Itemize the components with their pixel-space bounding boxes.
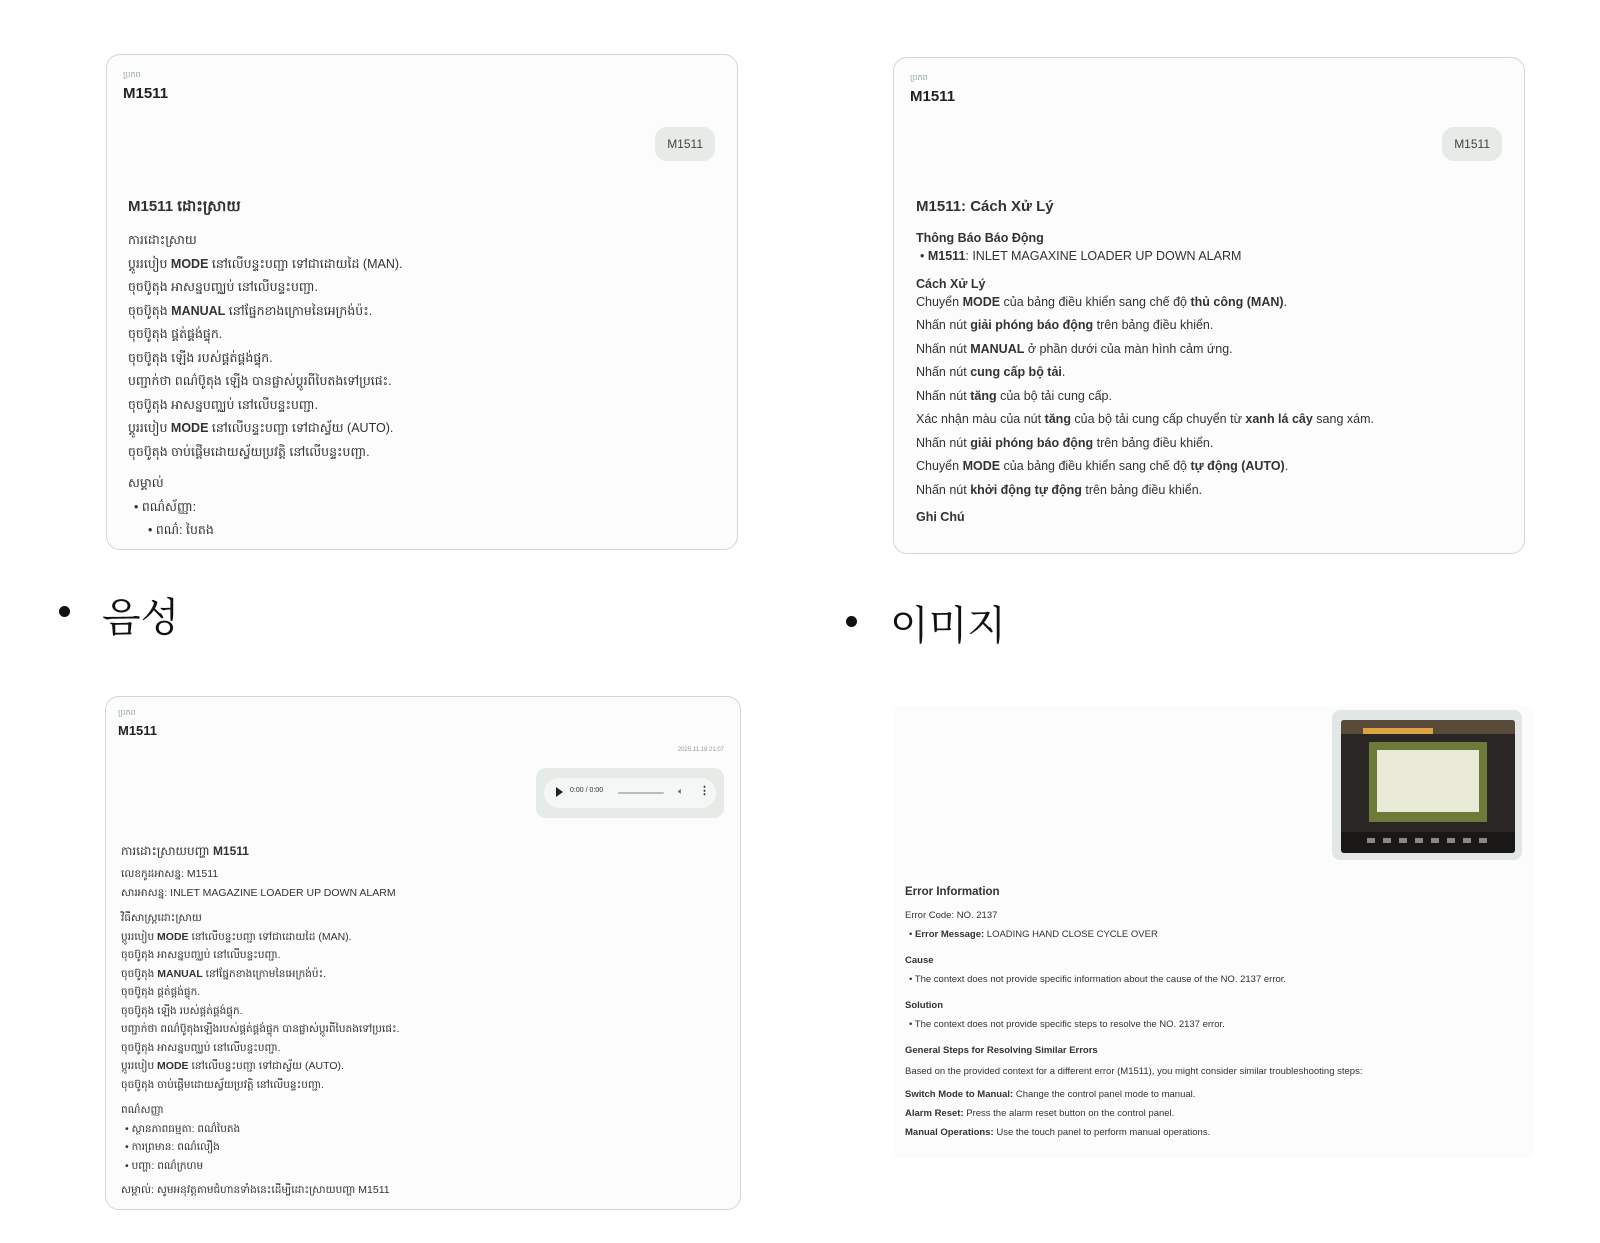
audio-progress-bar[interactable] (618, 792, 664, 794)
answer-step (121, 983, 400, 1002)
color-text: ការព្រមាន: ពណ៌លឿង (131, 1141, 220, 1153)
answer-step (121, 946, 400, 965)
method-title: វិធីសាស្ត្រដោះស្រាយ (121, 912, 202, 924)
step-text: của bảng điều khiển sang chế độ (1000, 294, 1191, 309)
step-bold: tăng (1044, 412, 1071, 426)
chat-title: M1511 (118, 723, 158, 738)
alarm-message-line: សារអាសន្ន: INLET MAGAZINE LOADER UP DOWN ALARM (121, 886, 396, 899)
step-bold: Alarm Reset: (905, 1108, 964, 1119)
message-timestamp: 2025.11.18 21:07 (677, 747, 724, 753)
step-bold: MANUAL (970, 341, 1025, 356)
color-item: • ស្ថានភាពធម្មតា: ពណ៌បៃតង (125, 1122, 241, 1135)
step-bold: Manual Operations: (905, 1127, 994, 1138)
answer-step (128, 441, 403, 465)
audio-message-bubble (536, 768, 724, 818)
step-bold: MODE (157, 1060, 189, 1072)
step-text: នៅលើបន្ទះបញ្ជា ទៅជាស្វ័យ (AUTO). (208, 421, 394, 435)
error-code: Error Code: NO. 2137 (905, 910, 998, 921)
step-text: ở phần dưới của màn hình cảm ứng. (1024, 341, 1233, 356)
step-text: Press the alarm reset button on the control panel. (963, 1108, 1175, 1119)
note-title: សម្គាល់ (128, 476, 164, 490)
user-message-bubble: M1511 (1442, 127, 1502, 161)
volume-icon[interactable]: 🔈︎ (678, 786, 684, 796)
color-title: ពណ៌សញ្ញា (121, 1104, 164, 1116)
answer-step (121, 965, 400, 984)
color-text: បញ្ហា: ពណ៌ក្រហម (131, 1159, 204, 1172)
step-text: của bộ tải cung cấp chuyển từ (1070, 412, 1246, 426)
step-text: của bộ tải cung cấp. (996, 388, 1112, 403)
answer-step (916, 314, 1374, 338)
machine-photo (1341, 720, 1515, 853)
answer-step (916, 432, 1374, 456)
source-label: ប្រភព (123, 70, 141, 79)
color-item: • បញ្ហា: ពណ៌ក្រហម (125, 1159, 204, 1172)
step-text: ចុចប៊ូតុង ចាប់ផ្តើមដោយស្វ័យប្រវត្តិ នៅលើបន្ទះបញ្ជា. (128, 444, 370, 459)
solution-text: • The context does not provide specific steps to resolve the NO. 2137 error. (909, 1019, 1225, 1030)
answer-step (121, 1020, 400, 1039)
step-bold: xanh lá cây (1245, 412, 1313, 426)
step-bold: MODE (170, 421, 209, 435)
note-heading: Ghi Chú (916, 510, 965, 524)
alarm-heading: Thông Báo Báo Động (916, 231, 1044, 245)
step-bold: MANUAL (157, 967, 203, 980)
color-text: ស្ថានភាពធម្មតា: ពណ៌បៃតង (131, 1122, 241, 1135)
answer-subtitle: ការដោះស្រាយ (128, 233, 197, 247)
chat-title: M1511 (910, 88, 956, 105)
answer-step (916, 338, 1374, 362)
color-item: • ការព្រមាន: ពណ៌លឿង (125, 1141, 220, 1153)
step-text: បញ្ជាក់ថា ពណ៌ប៊ូតុងឡើងរបស់ផ្គត់ផ្គង់ផ្ទុក បានផ្លាស់ប្តូរពីបៃតងទៅប្រផេះ. (121, 1023, 400, 1035)
answer-step (128, 253, 403, 277)
answer-step (128, 300, 403, 324)
answer-step (916, 361, 1374, 385)
step-text: នៅផ្នែកខាងក្រោមនៃអេក្រង់ប៉ះ. (225, 303, 373, 318)
step-text: ចុចប៊ូតុង ឡើង របស់ផ្គត់ផ្គង់ផ្ទុក. (121, 1004, 243, 1017)
step-bold: MODE (962, 459, 1001, 473)
answer-steps (128, 253, 403, 465)
chat-title: M1511 (123, 85, 169, 102)
handling-heading: Cách Xử Lý (916, 276, 986, 291)
answer-step (916, 455, 1374, 479)
step-text: ប្តូររបៀប (128, 256, 171, 271)
step-bold: Switch Mode to Manual: (905, 1089, 1014, 1100)
step-text: Nhấn nút (916, 318, 971, 332)
step-bold: thủ công (MAN) (1190, 294, 1284, 309)
step-text: Change the control panel mode to manual. (1013, 1089, 1196, 1100)
audio-time: 0:00 / 0:00 (570, 787, 604, 794)
answer-step (916, 408, 1374, 432)
answer-steps (916, 291, 1374, 503)
step-text: ចុចប៊ូតុង អាសន្នបញ្ឈប់ នៅលើបន្ទះបញ្ជា. (128, 397, 318, 412)
answer-title: M1511 ដោះស្រាយ (128, 198, 241, 215)
step-bold: giải phóng báo động (970, 435, 1094, 450)
step-text: នៅលើបន្ទះបញ្ជា ទៅជាស្វ័យ (AUTO). (188, 1060, 344, 1072)
source-label: ប្រភព (910, 73, 928, 82)
step-text: Nhấn nút (916, 365, 971, 379)
step-bold: giải phóng báo động (970, 318, 1094, 332)
answer-step (128, 347, 403, 371)
step-text: ប្តូររបៀប (121, 1060, 158, 1072)
chat-card-khmer (106, 54, 738, 550)
step-text: នៅលើបន្ទះបញ្ជា ទៅជាដោយដៃ (MAN). (208, 256, 403, 271)
step-text: Nhấn nút (916, 341, 971, 356)
chat-card-image (893, 706, 1533, 1158)
step-text: នៅលើបន្ទះបញ្ជា ទៅជាដោយដៃ (MAN). (188, 930, 352, 943)
step-text: ចុចប៊ូតុង ផ្គត់ផ្គង់ផ្ទុក. (128, 327, 223, 341)
answer-step (121, 1002, 400, 1021)
step-text: ចុចប៊ូតុង អាសន្នបញ្ឈប់ នៅលើបន្ទះបញ្ជា. (121, 1041, 281, 1054)
error-info-heading: Error Information (905, 886, 1000, 898)
step-text: trên bảng điều khiển. (1093, 318, 1214, 332)
step-text: Nhấn nút (916, 482, 971, 497)
general-step (905, 1104, 1362, 1123)
answer-step (916, 291, 1374, 315)
step-text: ចុចប៊ូតុង អាសន្នបញ្ឈប់ នៅលើបន្ទះបញ្ជា. (121, 949, 281, 961)
cause-text: • The context does not provide specific information about the cause of the NO. 2137 error. (909, 974, 1287, 985)
step-text: . (1061, 365, 1066, 379)
step-bold: MODE (962, 294, 1001, 309)
answer-title: M1511: Cách Xử Lý (916, 198, 1054, 215)
step-text: . (1283, 294, 1288, 309)
note-item: • ពណ៌ស័ញ្ញា: (134, 499, 197, 514)
cause-heading: Cause (905, 955, 934, 966)
answer-title: ការដោះស្រាយបញ្ហា M1511 (121, 844, 249, 858)
attached-image-thumbnail[interactable] (1332, 710, 1522, 860)
step-text: Nhấn nút (916, 388, 971, 403)
step-text: ចុចប៊ូតុង អាសន្នបញ្ឈប់ នៅលើបន្ទះបញ្ជា. (128, 280, 318, 294)
general-step (905, 1085, 1362, 1104)
bullet-dot-voice (59, 606, 70, 617)
footer-note: សម្គាល់: សូមអនុវត្តតាមជំហានទាំងនេះដើម្បីដោះស្រាយបញ្ហា M1511 (121, 1184, 390, 1196)
source-label: ប្រភព (118, 708, 136, 717)
step-text: Xác nhận màu của nút (916, 412, 1045, 426)
step-text: ចុចប៊ូតុង ផ្គត់ផ្គង់ផ្ទុក. (121, 986, 201, 998)
step-text: Chuyển (916, 459, 963, 473)
step-text: Use the touch panel to perform manual operations. (993, 1127, 1211, 1138)
step-text: Chuyển (916, 294, 963, 309)
step-bold: khởi động tự động (970, 482, 1082, 497)
general-step (905, 1123, 1362, 1142)
answer-step (128, 394, 403, 418)
step-bold: MODE (157, 930, 189, 943)
audio-player (544, 778, 716, 808)
bullet-dot-image (846, 616, 857, 627)
user-message-bubble: M1511 (655, 127, 715, 161)
answer-step (121, 928, 400, 947)
step-text: Nhấn nút (916, 435, 971, 450)
step-bold: tăng (970, 388, 997, 403)
step-text: ប្តូររបៀប (128, 421, 171, 435)
answer-step (128, 417, 403, 441)
step-bold: cung cấp bộ tải (970, 365, 1062, 379)
play-icon[interactable] (556, 787, 563, 797)
step-text: . (1284, 459, 1289, 473)
step-bold: tự động (AUTO) (1190, 459, 1285, 473)
general-intro: Based on the provided context for a different error (M1511), you might consider similar troubleshooting steps: (905, 1066, 1363, 1077)
more-options-icon[interactable]: ⋮ (699, 785, 710, 797)
general-steps (905, 1085, 1362, 1142)
color-list (121, 1120, 400, 1176)
answer-step (128, 323, 403, 347)
answer-step (121, 1076, 400, 1095)
step-text: ចុចប៊ូតុង (121, 967, 158, 980)
step-text: sang xám. (1312, 412, 1374, 426)
bullet-voice-label: 음성 (102, 596, 180, 640)
error-message: • Error Message: LOADING HAND CLOSE CYCLE OVER (909, 929, 1158, 940)
alarm-code-line: លេខកូដអាសន្ន: M1511 (121, 868, 219, 880)
solution-heading: Solution (905, 1000, 943, 1011)
step-text: បញ្ជាក់ថា ពណ៌ប៊ូតុង ឡើង បានផ្លាស់ប្តូរពីបៃតងទៅប្រផេះ. (128, 374, 392, 388)
answer-steps (121, 928, 400, 1095)
answer-step (121, 1057, 400, 1076)
answer-step (128, 370, 403, 394)
alarm-item: • M1511: INLET MAGAXINE LOADER UP DOWN ALARM (920, 249, 1242, 263)
bullet-image-label: 이미지 (890, 604, 1006, 648)
step-text: trên bảng điều khiển. (1093, 435, 1214, 450)
step-text: ប្តូររបៀប (121, 930, 158, 943)
step-text: trên bảng điều khiển. (1081, 482, 1203, 497)
answer-step (128, 276, 403, 300)
answer-step (121, 1039, 400, 1058)
general-heading: General Steps for Resolving Similar Errors (905, 1045, 1098, 1056)
answer-step (916, 385, 1374, 409)
step-text: ចុចប៊ូតុង (128, 303, 172, 318)
chat-card-vietnamese (893, 57, 1525, 554)
step-bold: MODE (170, 256, 209, 271)
step-text: ចុចប៊ូតុង ឡើង របស់ផ្គត់ផ្គង់ផ្ទុក. (128, 350, 273, 365)
answer-step (916, 479, 1374, 503)
step-text: នៅផ្នែកខាងក្រោមនៃអេក្រង់ប៉ះ. (202, 967, 327, 980)
step-text: ចុចប៊ូតុង ចាប់ផ្តើមដោយស្វ័យប្រវត្តិ នៅលើបន្ទះបញ្ជា. (121, 1078, 324, 1091)
step-bold: MANUAL (171, 303, 226, 318)
chat-card-voice (105, 696, 741, 1210)
step-text: của bảng điều khiển sang chế độ (1000, 459, 1191, 473)
note-subitem: • ពណ៌: បៃតង (148, 523, 214, 537)
